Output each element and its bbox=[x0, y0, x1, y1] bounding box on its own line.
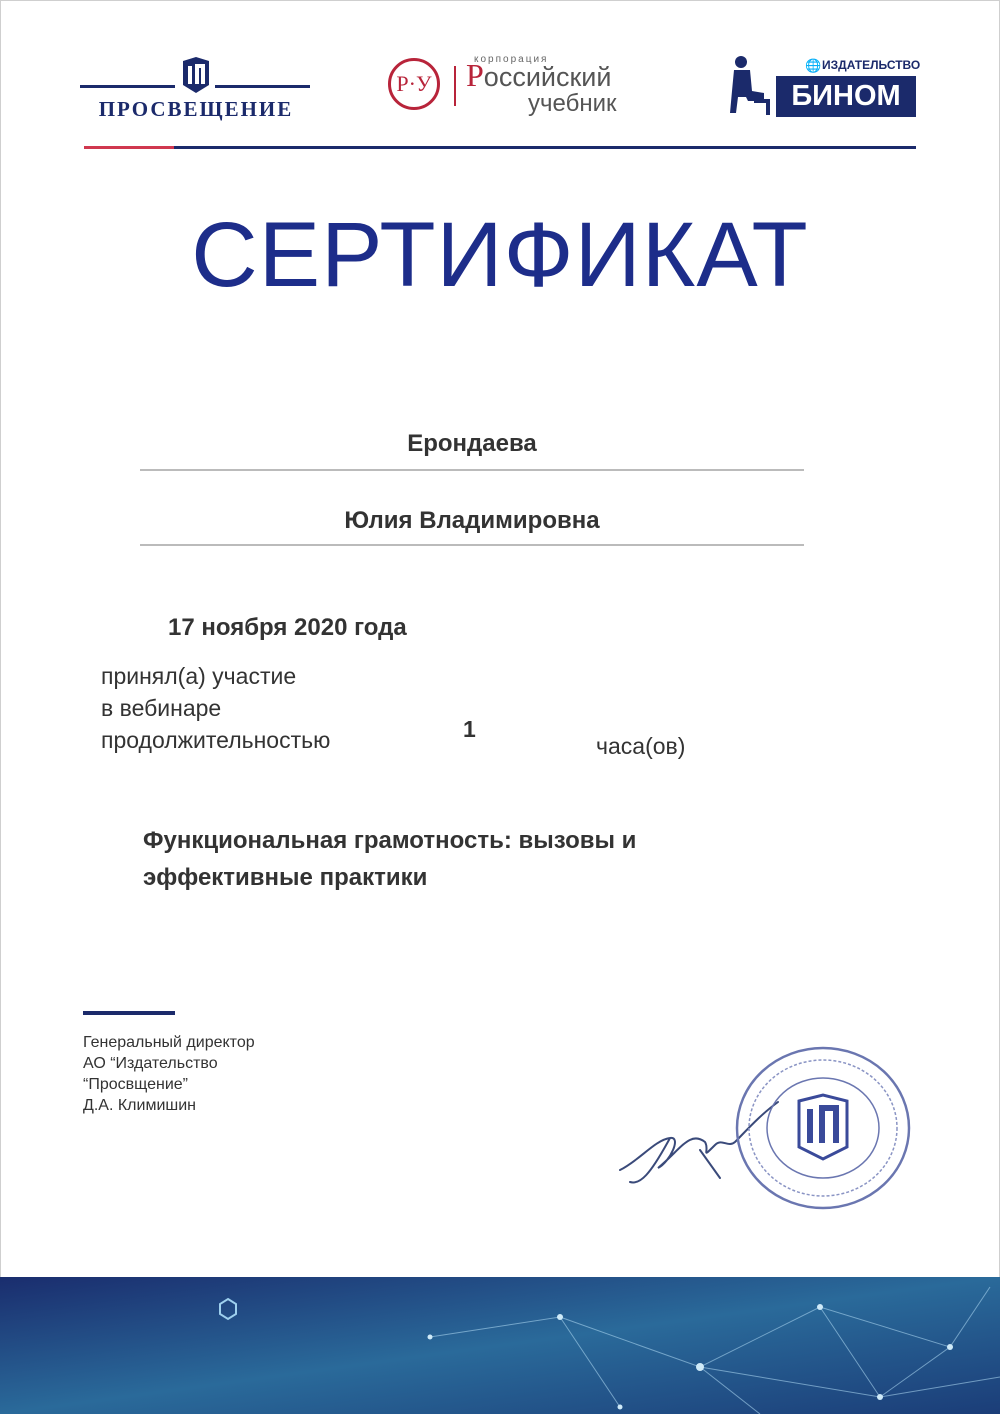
signatory-accent-bar bbox=[83, 1011, 175, 1015]
signatory-position: Генеральный директор bbox=[83, 1034, 255, 1051]
event-date: 17 ноября 2020 года bbox=[168, 614, 407, 641]
seated-person-icon bbox=[724, 55, 772, 117]
recipient-given-names: Юлия Владимировна bbox=[344, 507, 600, 534]
official-stamp bbox=[733, 1043, 913, 1213]
logo-right-line bbox=[215, 85, 310, 88]
logo-left-line bbox=[80, 85, 175, 88]
binom-wordmark: БИНОМ bbox=[776, 76, 916, 117]
duration-hours: 1 bbox=[463, 716, 476, 742]
signatory-company-1: АО “Издательство bbox=[83, 1055, 218, 1072]
participation-text-2: в вебинаре bbox=[101, 695, 222, 721]
surname-underline bbox=[140, 469, 804, 471]
logo-line-1-cap: Р bbox=[466, 57, 484, 93]
given-names-underline bbox=[140, 544, 804, 546]
logo-line-2: учебник bbox=[528, 90, 617, 117]
webinar-title: Функциональная грамотность: вызовы и эффективные практики bbox=[143, 827, 637, 891]
certificate-title: СЕРТИФИКАТ bbox=[191, 204, 809, 306]
participation-text-3: продолжительностью bbox=[101, 727, 331, 753]
globe-icon: 🌐 bbox=[805, 58, 822, 73]
prosveshchenie-wordmark: ПРОСВЕЩЕНИЕ bbox=[98, 97, 294, 121]
signatory-company-2: “Просвщение” bbox=[83, 1076, 189, 1093]
rossiyskiy-uchebnik-logo bbox=[388, 54, 663, 120]
footer-network-band bbox=[0, 1277, 1000, 1414]
prosveshchenie-emblem-icon bbox=[181, 57, 211, 93]
prosveshchenie-logo bbox=[80, 55, 312, 130]
logo-line-1-rest: оссийский bbox=[483, 62, 612, 92]
recipient-surname: Ерондаева bbox=[407, 430, 537, 457]
signatory-name: Д.А. Климишин bbox=[83, 1097, 196, 1114]
participation-text-1: принял(а) участие bbox=[101, 663, 297, 689]
header-divider bbox=[84, 146, 916, 149]
corp-label: корпорация bbox=[474, 54, 549, 65]
logo-separator bbox=[454, 66, 456, 106]
ru-mark-icon: Р·У bbox=[388, 58, 440, 110]
binom-publisher-label: ИЗДАТЕЛЬСТВО bbox=[822, 58, 921, 72]
duration-unit: часа(ов) bbox=[596, 733, 686, 759]
binom-logo bbox=[722, 55, 921, 121]
